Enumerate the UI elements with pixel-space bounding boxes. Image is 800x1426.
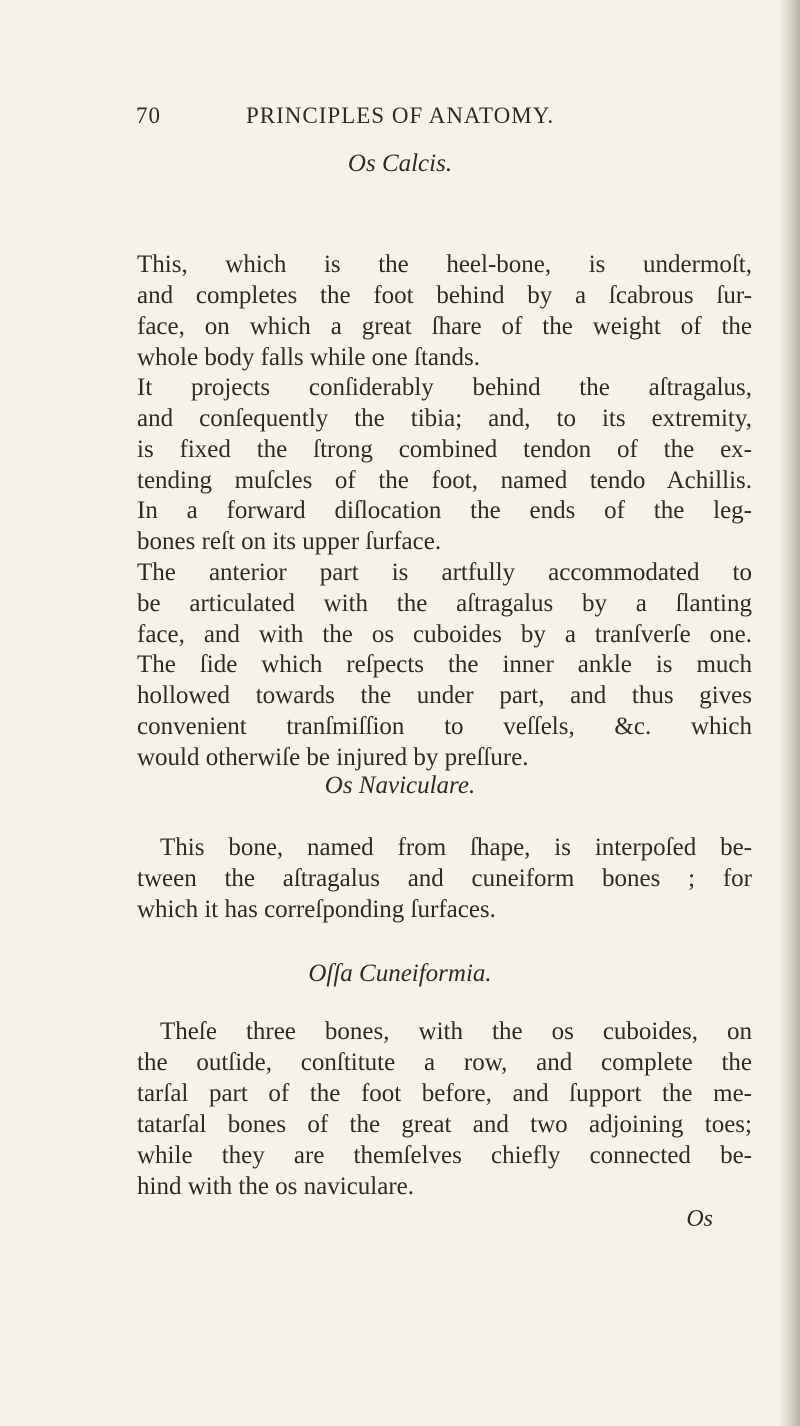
running-header — [136, 103, 736, 129]
page-edge-shadow — [778, 0, 800, 1426]
running-title: PRINCIPLES OF ANATOMY. — [246, 103, 555, 128]
paragraph-os-naviculare — [137, 833, 752, 926]
text-line: This, which is the heel-bone, is undermoſt, — [137, 251, 752, 278]
paragraph-os-calcis-projection — [137, 373, 752, 497]
text-line: In a forward diſlocation the ends of the leg- — [137, 497, 752, 524]
text-line: This bone, named from ſhape, is interpoſed be- — [160, 834, 752, 861]
text-line: and completes the foot behind by a ſcabrous ſur- — [137, 281, 752, 309]
text-line: tending muſcles of the foot, named tendo Achillis. — [137, 466, 752, 494]
paragraph-ossa-cuneiformia — [137, 1017, 752, 1202]
text-line: face, and with the os cuboides by a tranſverſe one. — [137, 620, 752, 648]
text-line: the outſide, conſtitute a row, and complete the — [137, 1048, 752, 1076]
text-line: tarſal part of the foot before, and ſupport the me- — [137, 1079, 752, 1107]
section-heading-ossa-cuneiformia: Oſſa Cuneiformia. — [308, 960, 492, 987]
text-line: be articulated with the aſtragalus by a ſlanting — [137, 589, 752, 617]
text-line: which it has correſponding ſurfaces. — [137, 895, 496, 923]
text-line: It projects conſiderably behind the aſtragalus, — [137, 374, 752, 401]
paragraph-os-calcis-anterior — [137, 558, 752, 651]
section-heading-os-naviculare: Os Naviculare. — [324, 772, 476, 799]
text-line: tween the aſtragalus and cuneiform bones ; for — [137, 864, 752, 892]
text-line: The ſide which reſpects the inner ankle is much — [137, 651, 752, 678]
text-line: bones reſt on its upper ſurface. — [137, 527, 442, 555]
paragraph-os-calcis-description — [137, 250, 752, 374]
text-line: while they are themſelves chiefly connected be- — [137, 1141, 752, 1169]
text-line: and conſequently the tibia; and, to its extremity, — [137, 404, 752, 432]
text-line: hollowed towards the under part, and thus gives — [137, 681, 752, 709]
text-line: whole body falls while one ſtands. — [137, 343, 480, 371]
text-line: Theſe three bones, with the os cuboides, on — [160, 1018, 752, 1045]
text-line: tatarſal bones of the great and two adjoining toes; — [137, 1110, 752, 1138]
text-line: would otherwiſe be injured by preſſure. — [137, 743, 529, 771]
page-number: 70 — [136, 103, 161, 128]
text-line: is fixed the ſtrong combined tendon of the ex- — [137, 435, 752, 463]
paragraph-os-calcis-inner-side — [137, 650, 752, 774]
text-line: hind with the os naviculare. — [137, 1172, 415, 1200]
text-line: The anterior part is artfully accommodated to — [137, 559, 752, 586]
text-line: convenient tranſmiſſion to veſſels, &c. which — [137, 712, 752, 740]
section-heading-os-calcis: Os Calcis. — [347, 150, 453, 177]
text-line: face, on which a great ſhare of the weight of the — [137, 312, 752, 340]
catchword: Os — [686, 1206, 713, 1232]
paragraph-os-calcis-dislocation — [137, 496, 752, 558]
